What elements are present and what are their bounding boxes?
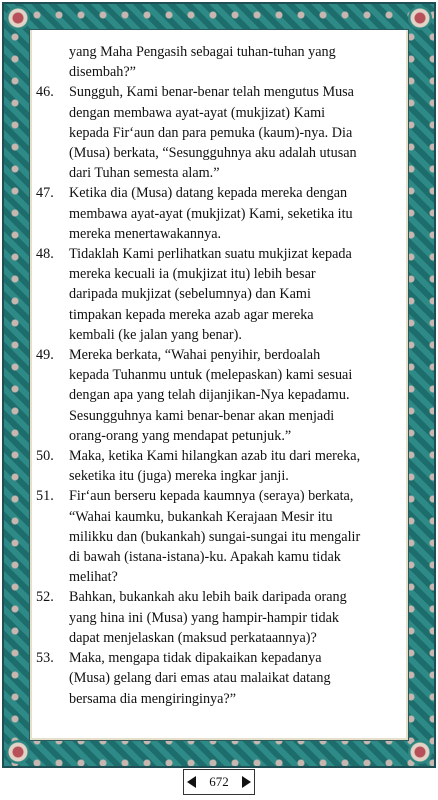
text-line: dengan membawa ayat-ayat (mukjizat) Kami — [69, 104, 326, 121]
verse-text — [69, 587, 402, 648]
text-line: Sesungguhnya kami benar-benar akan menjadi — [69, 407, 335, 424]
verse-text — [69, 486, 402, 587]
verse-50 — [36, 446, 402, 486]
text-line: dapat menjelaskan (maksud perkataannya)? — [69, 629, 317, 646]
corner-ornament-icon — [408, 6, 432, 30]
text-line: Maka, mengapa tidak dipakaikan kepadanya — [69, 650, 322, 667]
verse-number: 50. — [36, 448, 54, 465]
text-line: di bawah (istana-istana)-ku. Apakah kamu tidak — [69, 549, 341, 566]
text-line: dari Tuhan semesta alam.” — [69, 165, 220, 182]
text-line: membawa ayat-ayat (mukjizat) Kami, seketika itu — [69, 205, 353, 222]
text-line: Maka, ketika Kami hilangkan azab itu dari mereka, — [69, 448, 361, 465]
text-area — [32, 30, 406, 738]
verse-text — [69, 244, 402, 345]
text-line: Mereka berkata, “Wahai penyihir, berdoalah — [69, 347, 321, 364]
text-line: Fir‘aun berseru kepada kaumnya (seraya) berkata, — [69, 488, 354, 505]
verse-47 — [36, 183, 402, 244]
verse-52 — [36, 587, 402, 648]
text-line: daripada mukjizat (sebelumnya) dan Kami — [69, 286, 311, 303]
text-line: yang hina ini (Musa) yang hampir-hampir tidak — [69, 609, 339, 626]
text-line: yang Maha Pengasih sebagai tuhan-tuhan yang — [69, 44, 336, 60]
verse-text — [69, 648, 402, 709]
corner-ornament-icon — [6, 740, 30, 764]
continued-verse-text — [36, 42, 402, 82]
verse-49 — [36, 345, 402, 446]
text-line: timpakan kepada mereka azab agar mereka — [69, 306, 314, 323]
text-line: kepada Tuhanmu untuk (melepaskan) kami sesuai — [69, 367, 353, 384]
verse-53 — [36, 648, 402, 709]
verse-number: 49. — [36, 347, 54, 364]
verse-51 — [36, 486, 402, 587]
verse-number: 48. — [36, 246, 54, 263]
text-line: “Wahai kaumku, bukankah Kerajaan Mesir itu — [69, 508, 333, 525]
corner-ornament-icon — [408, 740, 432, 764]
text-line: mereka menertawakannya. — [69, 225, 222, 242]
text-line: Bahkan, bukankah aku lebih baik daripada orang — [69, 589, 347, 606]
verse-text — [69, 82, 402, 183]
text-line: Ketika dia (Musa) datang kepada mereka dengan — [69, 185, 348, 202]
text-line: kembali (ke jalan yang benar). — [69, 326, 242, 343]
verse-46 — [36, 82, 402, 183]
verse-text — [69, 345, 402, 446]
page-navigator — [183, 769, 255, 795]
corner-ornament-icon — [6, 6, 30, 30]
verse-number: 46. — [36, 84, 54, 101]
verse-number: 53. — [36, 650, 54, 667]
text-line: mereka kecuali ia (mukjizat itu) lebih besar — [69, 266, 316, 283]
verse-number: 47. — [36, 185, 54, 202]
verse-number: 51. — [36, 488, 54, 505]
verse-text — [69, 446, 402, 486]
text-line: kepada Fir‘aun dan para pemuka (kaum)-nya. Dia — [69, 124, 353, 141]
text-line: melihat? — [69, 569, 118, 586]
text-line: dengan apa yang telah dijanjikan-Nya kepadamu. — [69, 387, 350, 404]
verse-number: 52. — [36, 589, 54, 606]
text-line: milikku dan (bukankah) sungai-sungai itu mengalir — [69, 528, 361, 545]
verse-text — [69, 183, 402, 244]
text-line: (Musa) berkata, “Sesungguhnya aku adalah utusan — [69, 145, 357, 162]
text-line: orang-orang yang mendapat petunjuk.” — [69, 427, 292, 444]
previous-page-icon[interactable] — [187, 776, 196, 788]
text-line: Sungguh, Kami benar-benar telah mengutus Musa — [69, 84, 354, 101]
page-number: 672 — [209, 774, 229, 789]
text-line: seketika itu (juga) mereka ingkar janji. — [69, 468, 289, 485]
text-line: Tidaklah Kami perlihatkan suatu mukjizat kepada — [69, 246, 352, 263]
verse-48 — [36, 244, 402, 345]
text-line: bersama dia mengiringinya?” — [69, 690, 237, 707]
next-page-icon[interactable] — [242, 776, 251, 788]
text-line: (Musa) gelang dari emas atau malaikat datang — [69, 670, 331, 687]
text-line: disembah?” — [69, 64, 136, 81]
